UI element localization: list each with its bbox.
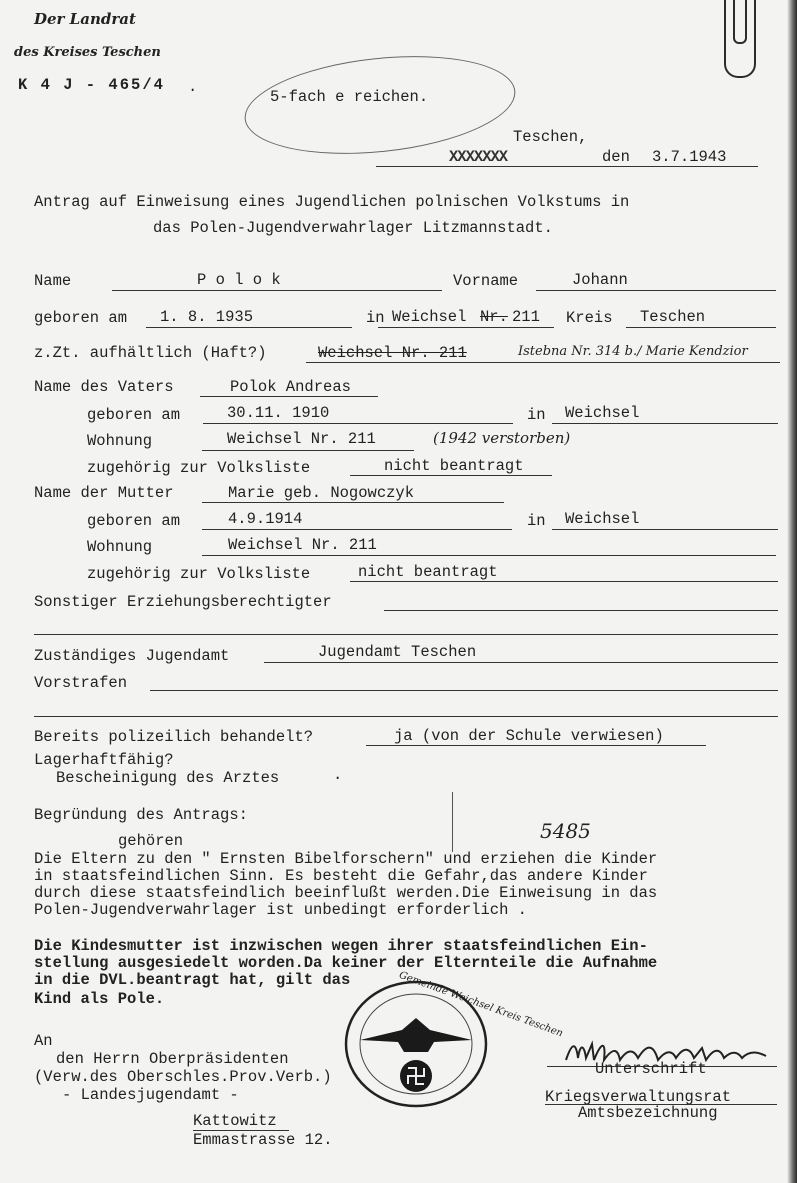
field-line	[366, 745, 706, 746]
field-line	[552, 529, 778, 530]
field-line	[150, 690, 778, 691]
field-line	[203, 423, 513, 424]
official-title: Kriegsverwaltungsrat	[545, 1088, 732, 1106]
father-address: Weichsel Nr. 211	[227, 430, 376, 448]
father-address-note: (1942 verstorben)	[433, 429, 571, 447]
justification-line: Die Eltern zu den " Ernsten Bibelforschern" und erziehen die Kinder	[34, 850, 658, 868]
date-line	[376, 166, 758, 167]
addendum-line: in die DVL.beantragt hat, gilt das	[34, 971, 351, 989]
field-line	[378, 327, 554, 328]
justification-insert: gehören	[118, 832, 184, 850]
guardian-label: Sonstiger Erziehungsberechtigter	[34, 593, 332, 611]
date-prefix: den	[602, 148, 630, 166]
youth-office: Jugendamt Teschen	[318, 643, 477, 661]
child-district: Teschen	[640, 308, 706, 326]
title-line1: Antrag auf Einweisung eines Jugendlichen polnischen Volkstums in	[34, 193, 630, 211]
field-line	[202, 502, 504, 503]
field-line	[112, 290, 442, 291]
mother-birthplace: Weichsel	[565, 510, 640, 528]
field-line	[350, 475, 552, 476]
child-surname: P o l o k	[197, 271, 281, 289]
signature-label: Unterschrift	[595, 1060, 707, 1078]
mother-address: Weichsel Nr. 211	[228, 536, 377, 554]
field-line	[202, 450, 414, 451]
dot: .	[188, 78, 198, 96]
addendum-line: Kind als Pole.	[34, 990, 165, 1008]
field-line	[350, 581, 778, 582]
title-label: Amtsbezeichnung	[578, 1104, 718, 1122]
child-birthplace-number: 211	[512, 308, 540, 326]
mother-address-label: Wohnung	[87, 538, 153, 556]
mother-section-label: Name der Mutter	[34, 484, 174, 502]
field-line	[384, 610, 778, 611]
place: Teschen,	[513, 128, 588, 146]
born-label: geboren am	[34, 309, 128, 327]
father-name: Polok Andreas	[230, 378, 351, 396]
camp-fit-label: Lagerhaftfähig?	[34, 751, 174, 769]
mother-volksliste-label: zugehörig zur Volksliste	[87, 565, 311, 583]
field-line	[146, 327, 352, 328]
name-label: Name	[34, 272, 72, 290]
page-edge-shadow	[787, 0, 797, 1183]
addendum-line: Die Kindesmutter ist inzwischen wegen ihrer staatsfeindlichen Ein-	[34, 937, 648, 955]
justification-line: Polen-Jugendverwahrlager ist unbedingt erforderlich .	[34, 901, 527, 919]
police-answer: ja (von der Schule verwiesen)	[394, 727, 664, 745]
field-line	[552, 423, 778, 424]
father-address-label: Wohnung	[87, 432, 153, 450]
field-line	[626, 327, 776, 328]
mother-name: Marie geb. Nogowczyk	[228, 484, 415, 502]
addendum-line: stellung ausgesiedelt worden.Da keiner der Elternteile die Aufnahme	[34, 954, 658, 972]
dot: ·	[333, 769, 343, 787]
justification-line: durch diese staatsfeindlich beeinflußt werden.Die Einweisung in das	[34, 884, 658, 902]
mother-in-label: in	[527, 512, 546, 530]
justification-line: in staatsfeindlichen Sinn. Es besteht die Gefahr,das andere Kinder	[34, 867, 648, 885]
father-birthdate: 30.11. 1910	[227, 404, 330, 422]
police-label: Bereits polizeilich behandelt?	[34, 728, 314, 746]
recipient-line3: - Landesjugendamt -	[62, 1086, 239, 1104]
reference-number: K 4 J - 465/4	[18, 76, 165, 94]
stamp-number: 5485	[540, 819, 591, 843]
paperclip-inner	[733, 0, 747, 44]
child-birthplace: Weichsel	[392, 308, 467, 326]
residence-label: z.Zt. aufhältlich (Haft?)	[34, 344, 267, 362]
mother-born-label: geboren am	[87, 512, 181, 530]
recipient-to: An	[34, 1032, 53, 1050]
field-line	[202, 529, 512, 530]
record-label: Vorstrafen	[34, 674, 128, 692]
seal-text: Gemeinde Weichsel Kreis Teschen	[397, 969, 565, 1040]
father-volksliste: nicht beantragt	[384, 457, 524, 475]
date: 3.7.1943	[652, 148, 727, 166]
recipient-line2: (Verw.des Oberschles.Prov.Verb.)	[34, 1068, 332, 1086]
struck-word: XXXXXXX	[449, 148, 508, 166]
stamp-edge	[452, 792, 453, 852]
recipient-city: Kattowitz	[193, 1112, 277, 1130]
field-line	[202, 555, 776, 556]
copies-note: 5-fach e reichen.	[270, 88, 429, 106]
mother-volksliste: nicht beantragt	[358, 563, 498, 581]
doctor-label: Bescheinigung des Arztes	[56, 769, 280, 787]
field-line	[200, 396, 378, 397]
father-in-label: in	[527, 406, 546, 424]
title-line2: das Polen-Jugendverwahrlager Litzmannstadt.	[153, 219, 553, 237]
youth-office-label: Zuständiges Jugendamt	[34, 647, 230, 665]
child-firstname: Johann	[572, 271, 628, 289]
recipient-street: Emmastrasse 12.	[193, 1131, 333, 1149]
father-section-label: Name des Vaters	[34, 378, 174, 396]
office-line2: des Kreises Teschen	[14, 45, 161, 60]
child-birthdate: 1. 8. 1935	[160, 308, 254, 326]
recipient-line1: den Herrn Oberpräsidenten	[56, 1050, 289, 1068]
father-born-label: geboren am	[87, 406, 181, 424]
field-line	[34, 634, 778, 635]
field-line	[264, 662, 778, 663]
office-line1: Der Landrat	[34, 10, 136, 28]
father-volksliste-label: zugehörig zur Volksliste	[87, 459, 311, 477]
residence-struck: Weichsel Nr. 211	[318, 344, 467, 362]
child-birthplace-struck: Nr.	[480, 308, 508, 326]
field-line	[536, 290, 776, 291]
mother-birthdate: 4.9.1914	[228, 510, 303, 528]
district-label: Kreis	[566, 309, 613, 327]
firstname-label: Vorname	[453, 272, 519, 290]
field-line	[34, 716, 778, 717]
field-line	[306, 362, 780, 363]
father-birthplace: Weichsel	[565, 404, 640, 422]
in-label: in	[366, 309, 385, 327]
residence-handwritten: Istebna Nr. 314 b./ Marie Kendzior	[518, 344, 748, 359]
justification-label: Begründung des Antrags:	[34, 806, 248, 824]
